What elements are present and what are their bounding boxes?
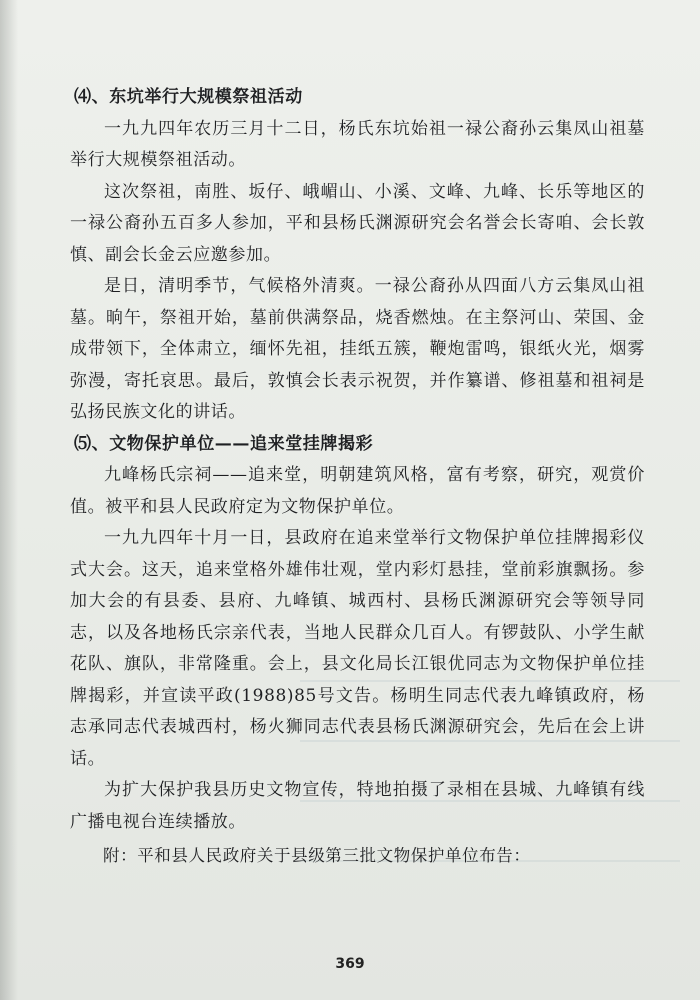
section-heading: ⑸、文物保护单位——追来堂挂牌揭彩 — [74, 433, 374, 454]
appendix-note: 附：平和县人民政府关于县级第三批文物保护单位布告： — [103, 846, 531, 865]
page-number: 369 — [335, 956, 365, 972]
page-edge-shadow — [0, 0, 18, 1000]
body-text — [70, 82, 645, 872]
section-heading: ⑷、东坑举行大规模祭祖活动 — [74, 87, 303, 107]
paragraph: 为扩大保护我县历史文物宣传，特地拍摄了录相在县城、九峰镇有线广播电视台连续播放。 — [70, 780, 645, 832]
paragraph: 一九九四年农历三月十二日，杨氏东坑始祖一禄公裔孙云集凤山祖墓举行大规模祭祖活动。 — [70, 118, 645, 170]
paragraph: 这次祭祖，南胜、坂仔、峨嵋山、小溪、文峰、九峰、长乐等地区的一禄公裔孙五百多人参加，平和县杨氏渊源研究会名誉会长寄咱、会长敦慎、副会长金云应邀参加。 — [70, 181, 645, 265]
paragraph: 九峰杨氏宗祠——追来堂，明朝建筑风格，富有考察，研究，观赏价值。被平和县人民政府定为文物保护单位。 — [70, 465, 645, 517]
paragraph: 一九九四年十月一日，县政府在追来堂举行文物保护单位挂牌揭彩仪式大会。这天，追来堂格外雄伟壮观，堂内彩灯悬挂，堂前彩旗飘扬。参加大会的有县委、县府、九峰镇、城西村、县杨氏渊源研究会等领导同志，以及各地杨氏宗亲代表，当地人民群众几百人。有锣鼓队、小学生献花队、旗队，非常隆重。会上，县文化局长江银优同志为文物保护单位挂牌揭彩，并宣读平政(1988)85号文告。杨明生同志代表九峰镇政府，杨志承同志代表城西村，杨火狮同志代表县杨氏渊源研究会，先后在会上讲话。 — [70, 528, 645, 769]
paragraph: 是日，清明季节，气候格外清爽。一禄公裔孙从四面八方云集凤山祖墓。晌午，祭祖开始，墓前供满祭品，烧香燃烛。在主祭河山、荣国、金成带领下，全体肃立，缅怀先祖，挂纸五簇，鞭炮雷鸣，银纸火光，烟雾弥漫，寄托哀思。最后，敦慎会长表示祝贺，并作纂谱、修祖墓和祖祠是弘扬民族文化的讲话。 — [70, 276, 645, 422]
